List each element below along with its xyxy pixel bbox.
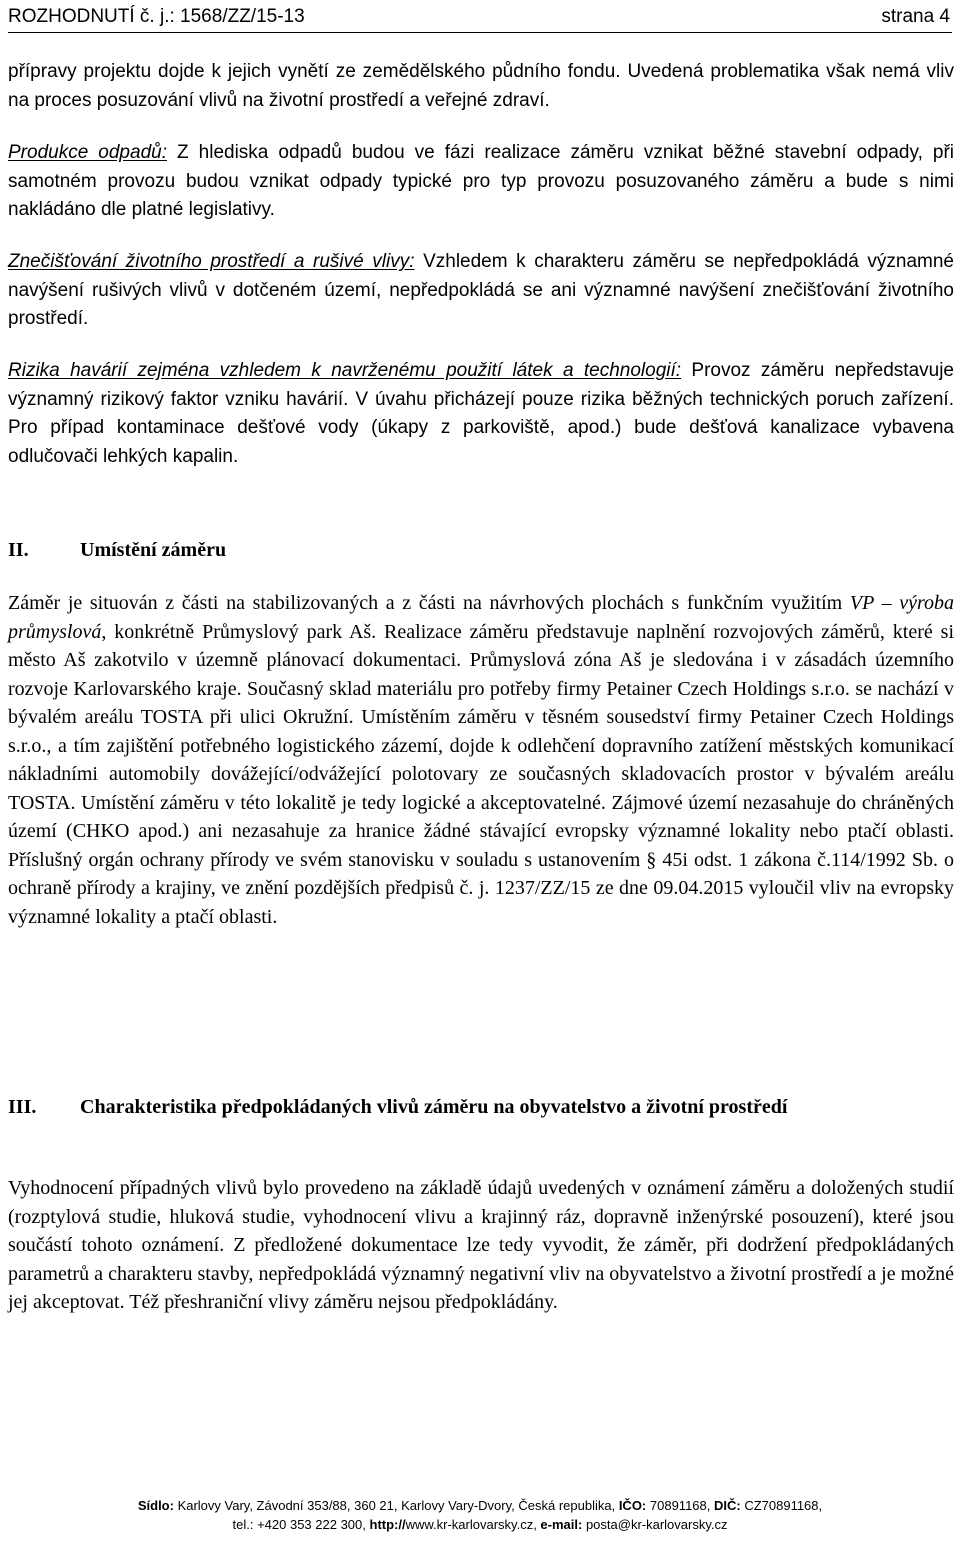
footer-sidlo-value: Karlovy Vary, Závodní 353/88, 360 21, Karlovy Vary-Dvory, Česká republika, (173, 1498, 619, 1513)
page-number: strana 4 (881, 6, 950, 27)
pollution-paragraph (8, 248, 954, 334)
section-2-title: Umístění záměru (80, 539, 227, 561)
waste-paragraph (8, 139, 954, 225)
footer-line-1 (0, 1496, 960, 1515)
footer-http-label: http:// (369, 1517, 406, 1532)
footer-dic-value: CZ70891168, (740, 1498, 823, 1513)
footer-email-label: e-mail: (540, 1517, 583, 1532)
pollution-lead: Znečišťování životního prostředí a rušivé vlivy: (8, 251, 415, 272)
footer-ico-value: 70891168, (646, 1498, 714, 1513)
section-2-paragraph (8, 589, 954, 931)
document-reference: ROZHODNUTÍ č. j.: 1568/ZZ/15-13 (8, 6, 305, 27)
pollution-text: Vzhledem k charakteru záměru se nepředpokládá významné navýšení rušivých vlivů v dotčeném území, nepředpokládá se ani významné navýšení znečišťování životního prostředí. (8, 251, 954, 329)
footer-email[interactable]: posta@kr-karlovarsky.cz (582, 1517, 728, 1532)
waste-lead: Produkce odpadů: (8, 142, 167, 163)
section-3-paragraph (8, 1174, 954, 1317)
intro-paragraph (8, 58, 954, 115)
section-3-title: Charakteristika předpokládaných vlivů záměru na obyvatelstvo a životní prostředí (80, 1096, 788, 1118)
section-2-heading (8, 536, 954, 565)
footer-ico-label: IČO: (618, 1498, 647, 1513)
risks-lead: Rizika havárií zejména vzhledem k navrženému použití látek a technologií: (8, 360, 682, 381)
footer-website[interactable]: www.kr-karlovarsky.cz, (405, 1517, 541, 1532)
footer-sidlo-label: Sídlo: (137, 1498, 174, 1513)
section-3-text: Vyhodnocení případných vlivů bylo provedeno na základě údajů uvedených v oznámení záměru a doložených studií (rozptylová studie, hluková studie, vyhodnocení vlivu a krajinný ráz, dopravně inženýrské posouzení), které jsou součástí tohoto oznámení. Z předložené dokumentace lze tedy vyvodit, že záměr, při dodržení předpokládaných parametrů a charakteru stavby, nepředpokládá významný negativní vliv na obyvatelstvo a životní prostředí a je možné jej akceptovat. Též přeshraniční vlivy záměru nejsou předpokládány. (8, 1177, 954, 1313)
footer-dic-label: DIČ: (713, 1498, 741, 1513)
page-footer (0, 1496, 960, 1534)
footer-tel: tel.: +420 353 222 300, (232, 1517, 370, 1532)
footer-line-2 (0, 1515, 960, 1534)
section-2-text-a: Záměr je situován z části na stabilizovaných a z části na návrhových plochách s funkčním využitím (8, 592, 850, 614)
section-2-text-italic: VP – výroba průmyslová (8, 592, 954, 643)
section-2-number: II. (8, 539, 29, 561)
section-3-heading (8, 1093, 954, 1122)
risks-text: Provoz záměru nepředstavuje významný rizikový faktor vzniku havárií. V úvahu přicházejí pouze rizika běžných technických poruch zařízení. Pro případ kontaminace dešťové vody (úkapy z parkoviště, apod.) bude dešťová kanalizace vybavena odlučovači lehkých kapalin. (8, 360, 954, 467)
section-3-number: III. (8, 1096, 37, 1118)
waste-text: Z hlediska odpadů budou ve fázi realizace záměru vznikat běžné stavební odpady, při samotném provozu budou vznikat odpady typické pro typ provozu posuzovaného záměru a bude s nimi nakládáno dle platné legislativy. (8, 142, 954, 220)
section-2-text-b: , konkrétně Průmyslový park Aš. Realizace záměru představuje naplnění rozvojových záměrů, které si město Aš zakotvilo v územně plánovací dokumentaci. Průmyslová zóna Aš je sledována i v zásadách územního rozvoje Karlovarského kraje. Současný sklad materiálu pro potřeby firmy Petainer Czech Holdings s.r.o. se nachází v bývalém areálu TOSTA při ulici Okružní. Umístěním záměru v těsném sousedství firmy Petainer Czech Holdings s.r.o., a tím zajištění potřebného logistického zázemí, dojde k odlehčení dopravního zatížení městských komunikací nákladními automobily dovážející/odvážející polotovary ze současných skladovacích prostor v bývalém areálu TOSTA. Umístění záměru v této lokalitě je tedy logické a akceptovatelné. Zájmové území nezasahuje do chráněných území (CHKO apod.) ani nezasahuje za hranice žádné stávající evropsky významné lokality nebo ptačí oblasti. Příslušný orgán ochrany přírody ve svém stanovisku v souladu s ustanovením § 45i odst. 1 zákona č.114/1992 Sb. o ochraně přírody a krajiny, ve znění pozdějších předpisů č. j. 1237/ZZ/15 ze dne 09.04.2015 vyloučil vliv na evropsky významné lokality a ptačí oblasti. (8, 620, 954, 928)
intro-text: přípravy projektu dojde k jejich vynětí ze zemědělského půdního fondu. Uvedená problematika však nemá vliv na proces posuzování vlivů na životní prostředí a veřejné zdraví. (8, 61, 954, 111)
page-header (8, 6, 952, 33)
risks-paragraph (8, 357, 954, 471)
